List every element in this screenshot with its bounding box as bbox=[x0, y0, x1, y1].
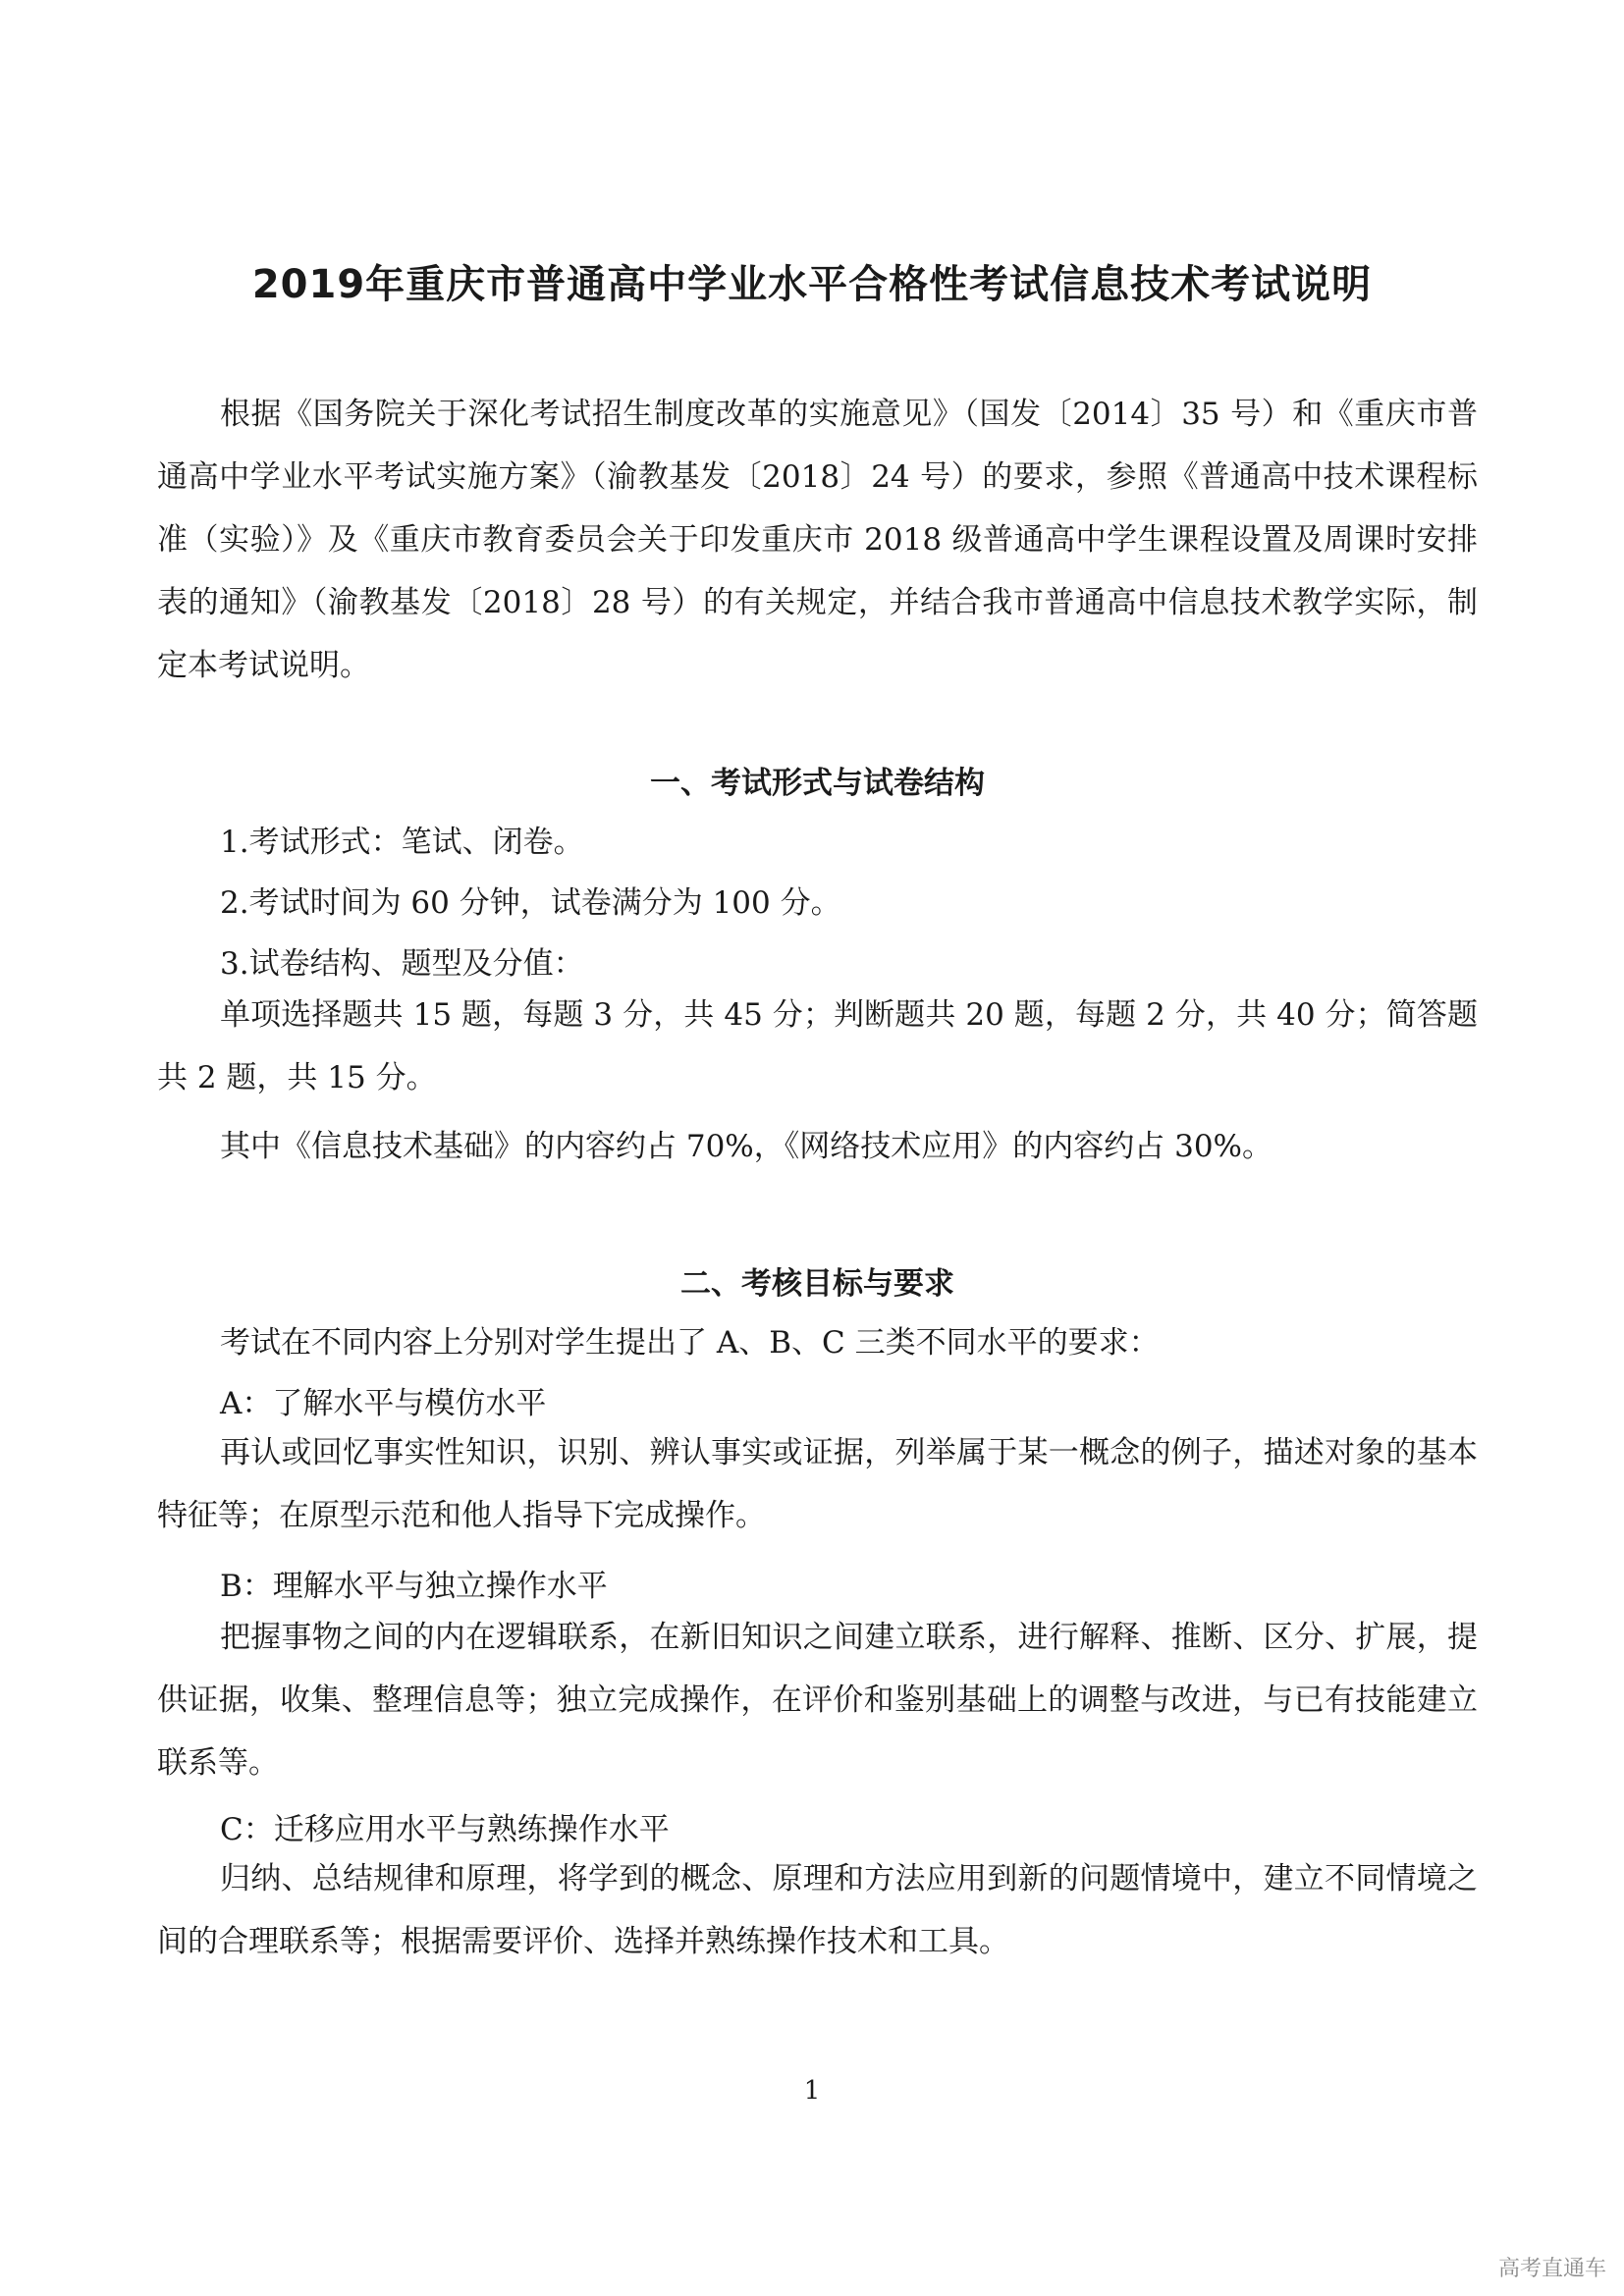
intro-paragraph: 根据《国务院关于深化考试招生制度改革的实施意见》（国发〔2014〕35 号）和《重庆市普通高中学业水平考试实施方案》（渝教基发〔2018〕24 号）的要求，参照《普通高中技术课程标准（实验）》及《重庆市教育委员会关于印发重庆市 2018 级普通高中学生课程设置及周课时安排表的通知》（渝教基发〔2018〕28 号）的有关规定，并结合我市普通高中信息技术教学实际，制定本考试说明。 bbox=[157, 397, 1478, 683]
question-types-paragraph: 单项选择题共 15 题，每题 3 分，共 45 分；判断题共 20 题，每题 2 分，共 40 分；简答题共 2 题，共 15 分。 bbox=[157, 997, 1478, 1095]
exam-format-item: 1.考试形式：笔试、闭卷。 bbox=[220, 825, 584, 860]
level-a-text: 再认或回忆事实性知识，识别、辨认事实或证据，列举属于某一概念的例子，描述对象的基本特征等；在原型示范和他人指导下完成操作。 bbox=[157, 1435, 1478, 1533]
level-b-text: 把握事物之间的内在逻辑联系，在新旧知识之间建立联系，进行解释、推断、区分、扩展，提供证据，收集、整理信息等；独立完成操作，在评价和鉴别基础上的调整与改进，与已有技能建立联系等。 bbox=[157, 1620, 1478, 1781]
watermark-text: 高考直通车 bbox=[1497, 2257, 1606, 2281]
content-ratio-paragraph: 其中《信息技术基础》的内容约占 70%，《网络技术应用》的内容约占 30%。 bbox=[220, 1129, 1273, 1164]
levels-intro-paragraph: 考试在不同内容上分别对学生提出了 A、B、C 三类不同水平的要求： bbox=[220, 1325, 1160, 1361]
section-2-heading: 二、考核目标与要求 bbox=[680, 1266, 954, 1302]
exam-structure-item: 3.试卷结构、题型及分值： bbox=[220, 946, 584, 982]
level-a-title: A：了解水平与模仿水平 bbox=[220, 1386, 547, 1421]
level-c-title: C：迁移应用水平与熟练操作水平 bbox=[220, 1812, 670, 1847]
level-b-title: B：理解水平与独立操作水平 bbox=[220, 1569, 608, 1604]
page-number: 1 bbox=[803, 2076, 821, 2106]
document-title: 2019年重庆市普通高中学业水平合格性考试信息技术考试说明 bbox=[251, 262, 1373, 307]
level-c-text: 归纳、总结规律和原理，将学到的概念、原理和方法应用到新的问题情境中，建立不同情境之间的合理联系等；根据需要评价、选择并熟练操作技术和工具。 bbox=[157, 1861, 1478, 1959]
section-1-heading: 一、考试形式与试卷结构 bbox=[650, 766, 985, 801]
exam-time-item: 2.考试时间为 60 分钟，试卷满分为 100 分。 bbox=[220, 885, 841, 921]
